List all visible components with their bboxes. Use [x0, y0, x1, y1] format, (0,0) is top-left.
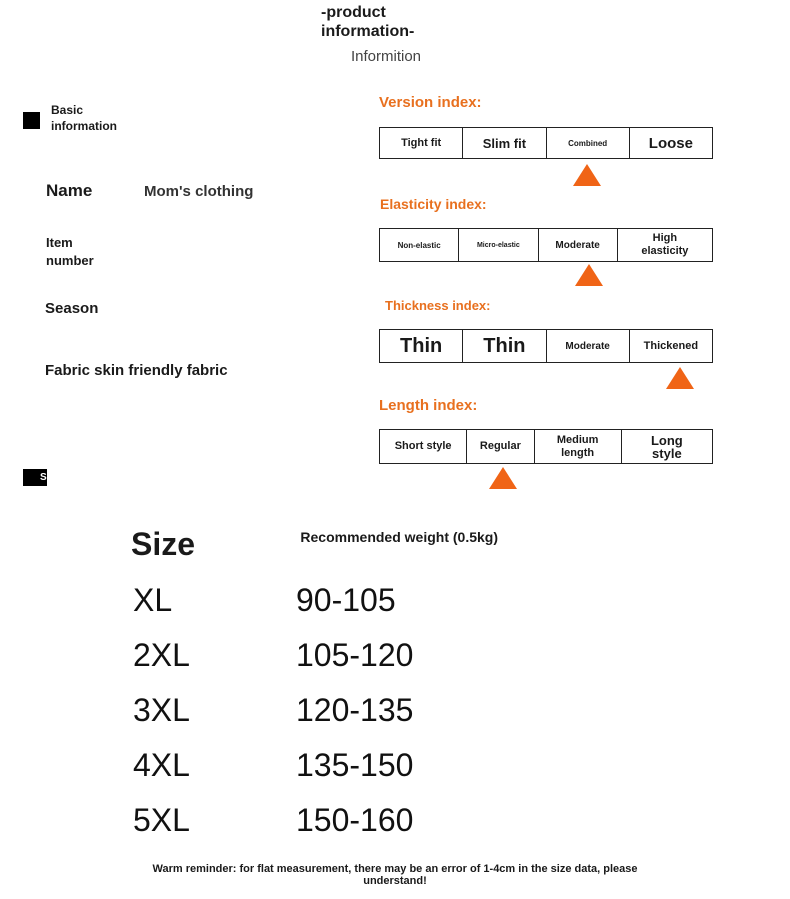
length-option-medium-length: Medium length	[535, 430, 622, 463]
size-row	[133, 747, 453, 787]
version-option-combined: Combined	[547, 128, 630, 158]
version-selected-triangle-icon	[573, 164, 601, 186]
size-cell: XL	[133, 582, 173, 618]
thickness-option-thin-1: Thin	[380, 330, 463, 362]
elasticity-option-non-elastic: Non-elastic	[380, 229, 459, 261]
size-cell: 4XL	[133, 747, 190, 783]
length-option-short-style: Short style	[380, 430, 467, 463]
length-selected-triangle-icon	[489, 467, 517, 489]
length-option-regular: Regular	[467, 430, 534, 463]
page-subtitle: Informition	[351, 48, 422, 65]
name-value: Mom's clothing	[144, 183, 254, 200]
elasticity-option-micro-elastic: Micro-elastic	[459, 229, 538, 261]
name-label: Name	[46, 181, 93, 200]
elasticity-option-high-elasticity: High elasticity	[641, 232, 689, 257]
warm-reminder-note: Warm reminder: for flat measurement, there may be an error of 1-4cm in the size data, please understand!	[152, 863, 638, 887]
page-title: -product information-	[321, 4, 415, 40]
size-column-header: Size	[131, 526, 196, 562]
elasticity-index-title: Elasticity index:	[380, 196, 487, 212]
length-index-title: Length index:	[379, 397, 478, 414]
thickness-index-scale	[379, 329, 713, 363]
section-square-icon	[23, 112, 40, 129]
size-cell: 5XL	[133, 802, 190, 838]
version-option-slim-fit: Slim fit	[463, 128, 546, 158]
version-option-loose: Loose	[648, 134, 693, 152]
length-index-scale	[379, 429, 713, 464]
thickness-index-title: Thickness index:	[385, 298, 491, 313]
size-row	[133, 582, 453, 622]
version-index-scale	[379, 127, 713, 159]
item-number-label: Item number	[46, 235, 94, 268]
size-row	[133, 637, 453, 677]
elasticity-option-moderate: Moderate	[539, 229, 618, 261]
fabric-label: Fabric skin friendly fabric	[45, 362, 228, 379]
elasticity-index-scale	[379, 228, 713, 262]
size-cell: 2XL	[133, 637, 190, 673]
size-cell: 3XL	[133, 692, 190, 728]
thickness-selected-triangle-icon	[666, 367, 694, 389]
basic-info-label: Basic information	[51, 103, 117, 133]
thickness-option-thickened: Thickened	[643, 339, 699, 352]
weight-cell: 150-160	[296, 802, 414, 838]
weight-cell: 90-105	[296, 582, 396, 618]
version-index-title: Version index:	[379, 94, 482, 111]
size-row	[133, 692, 453, 732]
version-option-tight-fit: Tight fit	[380, 128, 463, 158]
size-section-marker	[23, 469, 47, 486]
weight-cell: 120-135	[296, 692, 414, 728]
season-label: Season	[45, 300, 99, 317]
weight-cell: 135-150	[296, 747, 414, 783]
thickness-option-moderate: Moderate	[547, 330, 630, 362]
elasticity-selected-triangle-icon	[575, 264, 603, 286]
length-option-long-style: Long style	[650, 432, 683, 461]
weight-column-header: Recommended weight (0.5kg)	[300, 529, 498, 545]
size-row	[133, 802, 453, 842]
weight-cell: 105-120	[296, 637, 414, 673]
size-section-letter: S	[40, 472, 47, 483]
thickness-option-thin-2: Thin	[463, 330, 546, 362]
